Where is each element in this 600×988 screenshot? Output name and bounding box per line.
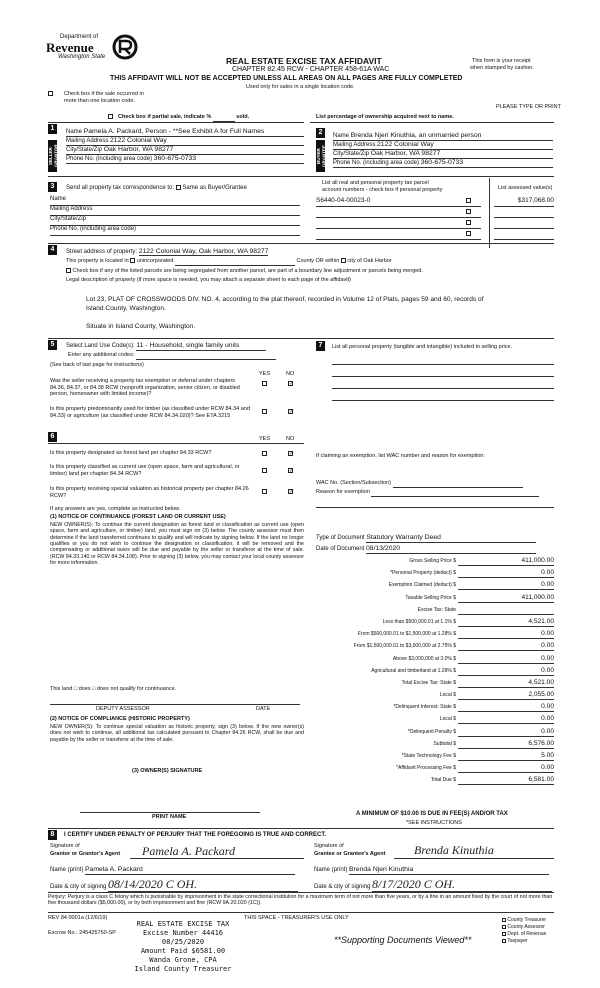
- ownership-header: List percentage of ownership acquired next to name.: [316, 114, 454, 120]
- partial-sale-pre: Check box if partial sale, indicate %: [118, 114, 212, 120]
- grantee-date-row: Date & city of signing 8/17/2020 C OH.: [314, 877, 552, 892]
- form-chapter: CHAPTER 82.45 RCW - CHAPTER 458-61A WAC: [232, 66, 390, 73]
- seller-city-row: City/State/Zip Oak Harbor, WA 98277: [66, 146, 304, 155]
- tax-row-value[interactable]: 0.00: [458, 630, 554, 639]
- doc-date-row: Date of Document 08/13/2020: [316, 545, 536, 554]
- partial-sale-checkbox[interactable]: [108, 114, 113, 119]
- s6-q1-yes[interactable]: [262, 451, 267, 456]
- tax-row-label: *Affidavit Processing Fee $: [396, 765, 456, 772]
- tax-row: [310, 678, 554, 690]
- stamp-line-5: Wanda Grone, CPA: [149, 956, 217, 964]
- same-as-buyer-checkbox[interactable]: [176, 185, 181, 190]
- dept-line1: Department of: [60, 34, 99, 40]
- print-name-label: PRINT NAME: [152, 814, 187, 820]
- tax-row: [310, 666, 554, 678]
- partial-sale-label: [118, 114, 249, 122]
- section-6-badge: 6: [48, 432, 57, 442]
- tax-row: [310, 654, 554, 666]
- seller-city-value[interactable]: Oak Harbor, WA 98277: [103, 146, 174, 153]
- qualify-line: This land □ does □ does not qualify for continuance.: [50, 686, 177, 692]
- additional-codes-row: Enter any additional codes:: [68, 352, 276, 360]
- parcel-list: [316, 196, 554, 240]
- street-address-row: Street address of property: 2122 Colonial Way, Oak Harbor, WA 98277: [66, 248, 269, 255]
- single-location-note: Used only for sales in a single location code.: [246, 84, 355, 90]
- grantor-sig-label-2: Grantor or Grantor's Agent: [50, 851, 121, 857]
- s5-yes-header: YES: [259, 371, 271, 377]
- assessed-header: List assessed value(s): [498, 185, 553, 191]
- tax-row: [310, 629, 554, 641]
- s5-question-1: Was the seller receiving a property tax exemption or deferral under chapters 84.36, 84.37, or 84.38 RCW (nonprofit organization, senior citizen, or disabled person, homeowner with limited income)?: [50, 378, 240, 398]
- excise-stamp: [128, 920, 238, 974]
- grantee-date-value[interactable]: 8/17/2020 C OH.: [372, 877, 552, 892]
- tax-row-label: *Personal Property (deduct) $: [390, 570, 456, 577]
- section-3-badge: 3: [48, 182, 57, 192]
- parcel-personal-checkbox-2[interactable]: [466, 209, 471, 214]
- buyer-name-value[interactable]: Brenda Njeri Kinuthia, an unmarried person: [350, 132, 482, 139]
- s6-q2-no[interactable]: ✓: [289, 468, 294, 474]
- tax-row-label: From $1,500,000.01 to $3,000,000 at 2.75% $: [353, 643, 456, 650]
- multi-location-checkbox[interactable]: [48, 91, 53, 96]
- s5-q2-no[interactable]: ✓: [289, 409, 294, 415]
- buyer-phone-value[interactable]: 360-675-0733: [420, 159, 464, 166]
- legal-label: Legal description of property (if more space is needed, you may attach a separate sheet to each page of the affidavit): [66, 277, 351, 283]
- legal-description-1[interactable]: Lot 23, PLAT OF CROSSWOODS DIV. NO. 4, according to the plat thereof, recorded in Volume 12 of Plats, pages 59 and 60, records of: [86, 296, 484, 303]
- segregated-checkbox[interactable]: [66, 268, 71, 273]
- s5-q1-yes[interactable]: [262, 381, 267, 386]
- segregated-row: Check box if any of the listed parcels are being segregated from another parcel, are part of a boundary line adjustment or parcels being merged.: [66, 268, 423, 275]
- tax-row: [310, 641, 554, 653]
- tax-row-label: Total Due $: [430, 777, 456, 784]
- notice-continuance-title: (1) NOTICE OF CONTINUANCE (FOREST LAND OR CURRENT USE): [50, 514, 226, 520]
- s6-yes-header: YES: [259, 436, 271, 442]
- section-1-badge: 1: [48, 124, 57, 134]
- receipt-note-2: when stamped by cashier.: [470, 65, 534, 71]
- deputy-assessor-label: DEPUTY ASSESSOR: [96, 706, 150, 712]
- tax-row: [310, 727, 554, 739]
- copy-list: [502, 917, 546, 945]
- grantor-date-value[interactable]: 08/14/2020 C OH.: [108, 877, 298, 892]
- doc-type-value[interactable]: Statutory Warranty Deed: [366, 534, 536, 543]
- same-as-buyer-label: Same as Buyer/Grantee: [182, 185, 247, 192]
- tax-row-value[interactable]: 6,581.00: [458, 776, 554, 785]
- s6-question-2: Is this property classified as current use (open space, farm and agricultural, or timber) land per chapter 84.34 RCW?: [50, 464, 240, 477]
- seller-block: [66, 128, 304, 164]
- seller-name-row: Name Pamela A. Packard, Person - **See Exhibit A for Full Names: [66, 128, 304, 137]
- escrow-number: Escrow No.: 245425750-SP: [48, 930, 116, 936]
- grantor-sig-label-1: Signature of: [50, 843, 80, 849]
- corr-phone-label: Phone No. (including area code): [50, 226, 137, 232]
- stamp-line-6: Island County Treasurer: [134, 965, 232, 973]
- buyer-city-row: City/State/Zip Oak Harbor, WA 98277: [333, 150, 553, 159]
- tax-row: [310, 605, 554, 617]
- tax-row-value[interactable]: 6,576.00: [458, 740, 554, 749]
- rev-number: REV 84 0001a (12/6/19): [48, 915, 108, 921]
- grantor-name-row: Name (print) Pamela A. Packard: [50, 866, 295, 875]
- tax-row-label: Local $: [439, 716, 456, 723]
- unincorporated-checkbox[interactable]: [130, 258, 135, 263]
- tax-row-label: Gross Selling Price $: [409, 558, 456, 564]
- tax-row-label: Total Excise Tax: State $: [401, 679, 456, 686]
- tax-row-value[interactable]: 4,521.00: [458, 618, 554, 627]
- tax-row-value[interactable]: 0.00: [458, 715, 554, 724]
- buyer-side-label: BUYER GRANTEE: [316, 140, 325, 172]
- tax-row-value[interactable]: 0.00: [458, 569, 554, 578]
- parcel-personal-checkbox-1[interactable]: [466, 198, 471, 203]
- grantee-sig-label-2: Grantee or Grantee's Agent: [314, 851, 386, 857]
- tax-row-value[interactable]: 2,055.00: [458, 691, 554, 700]
- tax-row-value[interactable]: 4,521.00: [458, 679, 554, 688]
- multi-location-label-2: more than one location code.: [64, 98, 135, 104]
- tax-row-value[interactable]: 0.00: [458, 703, 554, 712]
- buyer-block: [333, 132, 553, 168]
- s5-q2-yes[interactable]: [262, 409, 267, 414]
- parcel-header-2: account numbers - check box if personal property: [322, 187, 443, 193]
- corr-mail-label: Mailing Address: [50, 206, 93, 212]
- buyer-name-row: Name Brenda Njeri Kinuthia, an unmarried person: [333, 132, 553, 141]
- grantor-date-row: Date & city of signing 08/14/2020 C OH.: [50, 877, 298, 892]
- parcel-personal-checkbox-4[interactable]: [466, 231, 471, 236]
- partial-sale-post: sold.: [236, 114, 250, 120]
- s5-no-header: NO: [286, 371, 295, 377]
- parcel-personal-checkbox-3[interactable]: [466, 220, 471, 225]
- grantor-name-value[interactable]: Pamela A. Packard: [85, 866, 295, 875]
- tax-table: [310, 556, 554, 788]
- section-4-badge: 4: [48, 245, 57, 255]
- minimum-note: A MINIMUM OF $10.00 IS DUE IN FEE(S) AND/OR TAX: [356, 811, 508, 817]
- seller-mail-value[interactable]: 2122 Colonial Way: [110, 137, 167, 144]
- s6-if-yes: If any answers are yes, complete as instructed below.: [50, 506, 181, 512]
- see-back-note: (See back of last page for instructions): [50, 362, 144, 368]
- seller-phone-row: Phone No. (including area code) 360-675-0733: [66, 155, 304, 164]
- wac-no-row: WAC No. (Section/Subsection): [316, 480, 523, 488]
- owner-signature-label: (3) OWNER(S) SIGNATURE: [132, 768, 203, 774]
- tax-row-label: Subtotal $: [433, 740, 456, 747]
- section-2-badge: 2: [316, 128, 325, 138]
- notice-compliance-body: NEW OWNER(S): To continue special valuation as historic property, sign (3) below. If the new owner(s) does not wish to continue, all additional tax calculated pursuant to Chapter 84.26 RCW, shall be due and payable by the seller or transferor at the time of sale.: [50, 724, 304, 743]
- tax-row-value[interactable]: [458, 606, 554, 615]
- seller-mail-row: Mailing Address 2122 Colonial Way: [66, 137, 304, 146]
- corr-city-label: City/State/Zip: [50, 216, 87, 222]
- form-title: REAL ESTATE EXCISE TAX AFFIDAVIT: [226, 56, 382, 66]
- land-use-row: Select Land Use Code(s): 11 - Household, single family units: [66, 342, 266, 351]
- assessed-value[interactable]: $317,068.00: [517, 197, 554, 204]
- reason-row: Reason for exemption: [316, 489, 539, 497]
- tax-row: [310, 702, 554, 714]
- tax-row-value[interactable]: 0.00: [458, 667, 554, 676]
- buyer-mail-row: Mailing Address 2122 Colonial Way: [333, 141, 553, 150]
- correspondence-label: Send all property tax correspondence to: Same as Buyer/Grantee: [66, 185, 247, 192]
- tax-row-label: Taxable Selling Price $: [405, 594, 456, 601]
- tax-row: [310, 593, 554, 605]
- supporting-docs: **Supporting Documents Viewed**: [334, 935, 472, 945]
- tax-row: [310, 580, 554, 592]
- s6-no-header: NO: [286, 436, 295, 442]
- tax-row-value[interactable]: 0.00: [458, 728, 554, 737]
- corr-name-label: Name: [50, 196, 67, 202]
- notice-continuance-body: NEW OWNER(S): To continue the current designation as forest land or classification as current use (open space, farm and agriculture, or timber) land, you must sign on (3) below. The county assessor must then determine if the land transferred continues to qualify and will indicate by signing below. If the land no longer qualifies or you do not wish to continue the designation or classification, it will be removed and the compensating or additional taxes will be due and payable by the seller or transferor at the time of sale. (RCW 84.33.140 or RCW 84.34.108). Prior to signing (3) below, you may contact your local county assessor for more information.: [50, 522, 304, 567]
- buyer-city-value[interactable]: Oak Harbor, WA 98277: [370, 150, 441, 157]
- parcel-number[interactable]: S6440-04-00023-0: [316, 197, 371, 204]
- stamp-line-1: REAL ESTATE EXCISE TAX: [136, 920, 230, 928]
- s6-question-1: Is this property designated as forest land per chapter 84.33 RCW?: [50, 450, 212, 456]
- copy-checkbox-2[interactable]: [502, 925, 506, 929]
- wac-claim-label: If claiming an exemption, list WAC number and reason for exemption:: [316, 453, 485, 459]
- s6-q2-yes[interactable]: [262, 468, 267, 473]
- grantor-signature[interactable]: Pamela A. Packard: [142, 844, 235, 858]
- section-8-badge: 8: [48, 830, 57, 840]
- tax-row-value[interactable]: 411,000.00: [458, 594, 554, 603]
- warning-line: THIS AFFIDAVIT WILL NOT BE ACCEPTED UNLESS ALL AREAS ON ALL PAGES ARE FULLY COMPLETED: [110, 75, 463, 82]
- tax-row: [310, 763, 554, 775]
- buyer-mail-value[interactable]: 2122 Colonial Way: [377, 141, 434, 148]
- copy-item-1: County Treasurer: [502, 917, 546, 924]
- tax-row-label: Exemption Claimed (deduct) $: [388, 582, 456, 589]
- grantee-name-row: Name (print) Brenda Njeri Kinuthia: [314, 866, 549, 875]
- personal-property-label: List all personal property (tangible and intangible) included in selling price.: [332, 344, 513, 350]
- buyer-phone-row: Phone No. (including area code) 360-675-0733: [333, 159, 553, 168]
- city-of-value: city of Oak Harbor: [347, 258, 392, 264]
- seller-side-label: SELLER GRANTOR: [48, 140, 57, 172]
- receipt-note-1: This form is your receipt: [472, 58, 531, 64]
- s5-question-2: Is this property predominantly used for timber (as classified under RCW 84.34 and 84.33) or agriculture (as classified under RCW 84.34.020)? See ETA 3215: [50, 406, 250, 419]
- tax-row-label: From $500,000.01 to $1,500,000 at 1.28% $: [357, 631, 456, 638]
- correspondence-block: [50, 196, 300, 236]
- please-print: PLEASE TYPE OR PRINT: [496, 104, 562, 110]
- tax-row: [310, 556, 554, 568]
- tax-row-value[interactable]: 0.00: [458, 581, 554, 590]
- tax-row: [310, 690, 554, 702]
- stamp-line-2: Excise Number 44416: [142, 929, 224, 937]
- grantee-name-value[interactable]: Brenda Njeri Kinuthia: [349, 866, 549, 875]
- tax-row-label: *Delinquent Penalty $: [407, 728, 456, 735]
- legal-description-2[interactable]: Island County, Washington.: [86, 305, 166, 312]
- dept-state: Washington State: [58, 54, 106, 60]
- parcel-header-1: List all real and personal property tax parcel: [322, 180, 429, 186]
- city-checkbox[interactable]: [341, 258, 346, 263]
- notice-compliance-title: (2) NOTICE OF COMPLIANCE (HISTORIC PROPERTY): [50, 716, 190, 722]
- s6-q1-no[interactable]: ✓: [289, 451, 294, 457]
- land-use-value[interactable]: 11 - Household, single family units: [136, 342, 266, 351]
- tax-row: [310, 751, 554, 763]
- doc-type-row: Type of Document Statutory Warranty Deed: [316, 534, 536, 543]
- grantee-signature[interactable]: Brenda Kinuthia: [414, 843, 494, 857]
- s6-question-3: Is this property receiving special valuation as historical property per chapter 84.26 RCW?: [50, 486, 249, 499]
- s6-q3-no[interactable]: ✓: [289, 489, 294, 495]
- tax-row-label: *State Technology Fee $: [401, 753, 456, 759]
- street-address-value[interactable]: 2122 Colonial Way, Oak Harbor, WA 98277: [138, 248, 269, 255]
- tax-row-value[interactable]: 411,000.00: [458, 557, 554, 566]
- tax-row: [310, 739, 554, 751]
- location-row: This property is located in unincorporated County OR within city of Oak Harbor: [66, 258, 392, 264]
- seller-phone-value[interactable]: 360-675-0733: [153, 155, 197, 162]
- section-7-badge: 7: [316, 341, 325, 351]
- doc-date-value[interactable]: 08/13/2020: [366, 545, 536, 554]
- revenue-logo-icon: [112, 34, 138, 60]
- date-label: DATE: [256, 706, 271, 712]
- tax-row-label: *Delinquent Interest: State $: [393, 704, 456, 711]
- copy-checkbox-3[interactable]: [502, 932, 506, 936]
- grantee-sig-label-1: Signature of: [314, 843, 344, 849]
- stamp-line-4: Amount Paid $6581.00: [140, 947, 226, 955]
- copy-checkbox-1[interactable]: [502, 918, 506, 922]
- tax-row-value[interactable]: 0.00: [458, 655, 554, 664]
- tax-row-label: Agricultural and timberland at 1.28% $: [371, 667, 456, 674]
- tax-row-value[interactable]: 0.00: [458, 764, 554, 773]
- tax-row-label: Local $: [439, 692, 456, 699]
- dor-logo: [46, 34, 156, 68]
- tax-row: [310, 714, 554, 726]
- copy-checkbox-4[interactable]: [502, 939, 506, 943]
- tax-row: [310, 568, 554, 580]
- certify-line: I CERTIFY UNDER PENALTY OF PERJURY THAT THE FOREGOING IS TRUE AND CORRECT.: [64, 832, 327, 838]
- see-instructions: *SEE INSTRUCTIONS: [406, 820, 462, 826]
- multi-location-label-1: Check box if the sale occurred in: [64, 91, 144, 97]
- tax-row: [310, 617, 554, 629]
- seller-name-value[interactable]: Pamela A. Packard, Person - **See Exhibit A for Full Names: [83, 128, 265, 135]
- stamp-line-3: 08/25/2020: [161, 938, 205, 946]
- section-5-badge: 5: [48, 340, 57, 350]
- tax-row-value[interactable]: 5.00: [458, 752, 554, 761]
- copy-item-2: County Assessor: [502, 924, 546, 931]
- tax-row-label: Less than $500,000.01 at 1.1% $: [382, 618, 456, 625]
- tax-row-label: Above $3,000,000 at 3.0% $: [392, 655, 456, 662]
- situate-line[interactable]: Situate in Island County, Washington.: [86, 323, 196, 330]
- tax-row-value[interactable]: 0.00: [458, 642, 554, 651]
- tax-row: [310, 775, 554, 787]
- partial-sale-percent[interactable]: [213, 114, 235, 122]
- s6-q3-yes[interactable]: [262, 489, 267, 494]
- s5-q1-no[interactable]: ✓: [289, 381, 294, 387]
- tax-row-label: Excise Tax: State: [417, 606, 456, 613]
- treasurer-use: THIS SPACE - TREASURER'S USE ONLY: [244, 915, 349, 921]
- dept-revenue: Revenue: [46, 40, 94, 55]
- copy-item-4: Taxpayer: [502, 938, 546, 945]
- copy-item-3: Dept. of Revenue: [502, 931, 546, 938]
- perjury-note: Perjury: Perjury is a class C felony which is punishable by imprisonment in the state correctional institution for a maximum term of not more than five years, or by a fine in an amount fixed by the court of not more than five thousand dollars ($5,000.00), or by both imprisonment and fine (RCW 9A.20.020 (1C)).: [48, 894, 553, 907]
